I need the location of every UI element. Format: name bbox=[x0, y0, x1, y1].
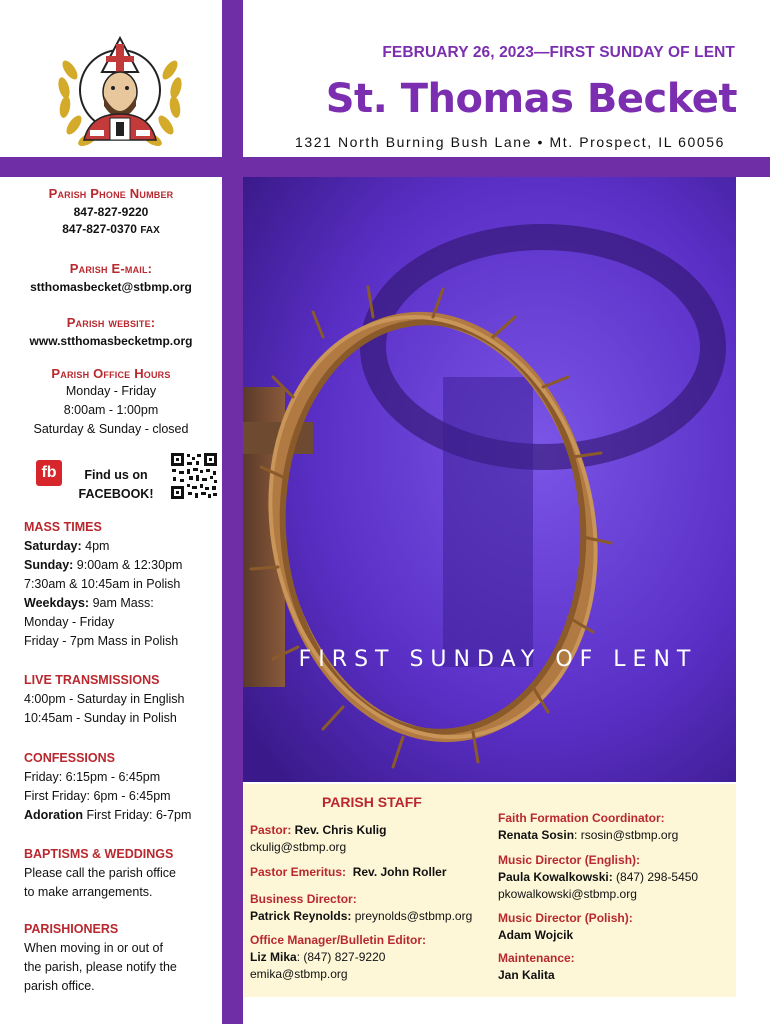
hours-line: Monday - Friday bbox=[65, 384, 157, 398]
office-hours-section bbox=[0, 366, 222, 439]
phone-section bbox=[0, 186, 222, 239]
parish-name-title: St. Thomas Becket bbox=[325, 76, 737, 122]
office-manager-email[interactable]: emika@stbmp.org bbox=[250, 967, 348, 981]
purple-cross-vertical-bar bbox=[222, 0, 243, 1024]
fax-label: FAX bbox=[140, 225, 160, 236]
confession-line: First Friday: 6pm - 6:45pm bbox=[24, 789, 171, 803]
saturday-mass: Saturday: 4pm bbox=[24, 539, 110, 553]
faith-formation-entry: Faith Formation Coordinator: Renata Sosin: rsosin@stbmp.org bbox=[498, 811, 679, 842]
maintenance-entry: Maintenance: Jan Kalita bbox=[498, 951, 575, 982]
mass-times-section bbox=[24, 518, 220, 651]
website-heading: Parish website: bbox=[66, 315, 156, 330]
office-hours-heading: Parish Office Hours bbox=[51, 366, 171, 381]
live-transmissions-section bbox=[24, 671, 220, 728]
pastor-entry: Pastor: Rev. Chris Kulig ckulig@stbmp.org bbox=[250, 822, 490, 856]
weekday-mass: Weekdays: 9am Mass: bbox=[24, 596, 154, 610]
parish-email[interactable]: stthomasbecket@stbmp.org bbox=[30, 280, 192, 294]
phone-heading: Parish Phone Number bbox=[48, 186, 174, 201]
confession-line: Friday: 6:15pm - 6:45pm bbox=[24, 770, 161, 784]
live-line: 10:45am - Sunday in Polish bbox=[24, 711, 177, 725]
hero-caption: FIRST SUNDAY OF LENT bbox=[298, 647, 698, 672]
saint-thomas-becket-logo bbox=[50, 30, 190, 155]
fax-line bbox=[0, 221, 222, 239]
crown-of-thorns-illustration bbox=[243, 177, 736, 782]
parishioners-heading: PARISHIONERS bbox=[24, 922, 119, 936]
weekday-mass-days: Monday - Friday bbox=[24, 615, 115, 629]
facebook-line: Find us on bbox=[84, 468, 148, 482]
lent-cover-image bbox=[243, 177, 736, 782]
confessions-section bbox=[24, 749, 220, 825]
office-manager-entry: Office Manager/Bulletin Editor: Liz Mika: (847) 827-9220 emika@stbmp.org bbox=[250, 932, 490, 983]
mass-times-heading: MASS TIMES bbox=[24, 520, 102, 534]
confessions-heading: CONFESSIONS bbox=[24, 751, 115, 765]
email-section bbox=[0, 261, 222, 296]
sunday-mass: Sunday: 9:00am & 12:30pm bbox=[24, 558, 183, 572]
facebook-icon[interactable]: fb bbox=[36, 460, 62, 486]
phone-number: 847-827-9220 bbox=[73, 205, 149, 219]
parish-address: 1321 North Burning Bush Lane • Mt. Prospect, IL 60056 bbox=[294, 134, 725, 150]
bulletin-date-line: FEBRUARY 26, 2023—FIRST SUNDAY OF LENT bbox=[382, 44, 735, 61]
pastor-email[interactable]: ckulig@stbmp.org bbox=[250, 840, 347, 854]
parishioners-line: parish office. bbox=[24, 979, 95, 993]
business-director-entry: Business Director: Patrick Reynolds: preynolds@stbmp.org bbox=[250, 892, 473, 923]
friday-polish-mass: Friday - 7pm Mass in Polish bbox=[24, 634, 179, 648]
music-director-english-entry: Music Director (English): Paula Kowalkowski: (847) 298-5450 pkowalkowski@stbmp.org bbox=[498, 852, 732, 903]
parish-staff-heading: PARISH STAFF bbox=[322, 794, 422, 810]
live-transmissions-heading: LIVE TRANSMISSIONS bbox=[24, 673, 160, 687]
parish-staff-box bbox=[244, 784, 736, 997]
parishioners-section bbox=[24, 920, 220, 996]
live-line: 4:00pm - Saturday in English bbox=[24, 692, 185, 706]
pastor-emeritus-entry: Pastor Emeritus: Rev. John Roller bbox=[250, 865, 447, 879]
music-director-polish-entry: Music Director (Polish): Adam Wojcik bbox=[498, 911, 633, 942]
adoration-line: Adoration First Friday: 6-7pm bbox=[24, 808, 192, 822]
hours-line: Saturday & Sunday - closed bbox=[33, 422, 189, 436]
parishioners-line: the parish, please notify the bbox=[24, 960, 177, 974]
fax-number: 847-827-0370 bbox=[62, 222, 137, 236]
email-heading: Parish E-mail: bbox=[69, 261, 153, 276]
facebook-callout[interactable] bbox=[74, 466, 158, 504]
qr-code-icon[interactable] bbox=[170, 452, 218, 500]
music-director-english-email[interactable]: pkowalkowski@stbmp.org bbox=[498, 887, 637, 901]
website-section bbox=[0, 315, 222, 350]
baptisms-heading: BAPTISMS & WEDDINGS bbox=[24, 847, 174, 861]
hours-line: 8:00am - 1:00pm bbox=[63, 403, 159, 417]
baptisms-line: Please call the parish office bbox=[24, 866, 176, 880]
sunday-polish-mass: 7:30am & 10:45am in Polish bbox=[24, 577, 181, 591]
purple-cross-horizontal-bar bbox=[0, 157, 770, 177]
parish-website[interactable]: www.stthomasbecketmp.org bbox=[29, 334, 193, 348]
parishioners-line: When moving in or out of bbox=[24, 941, 163, 955]
facebook-line: FACEBOOK! bbox=[78, 487, 154, 501]
baptisms-line: to make arrangements. bbox=[24, 885, 153, 899]
baptisms-section bbox=[24, 845, 220, 902]
